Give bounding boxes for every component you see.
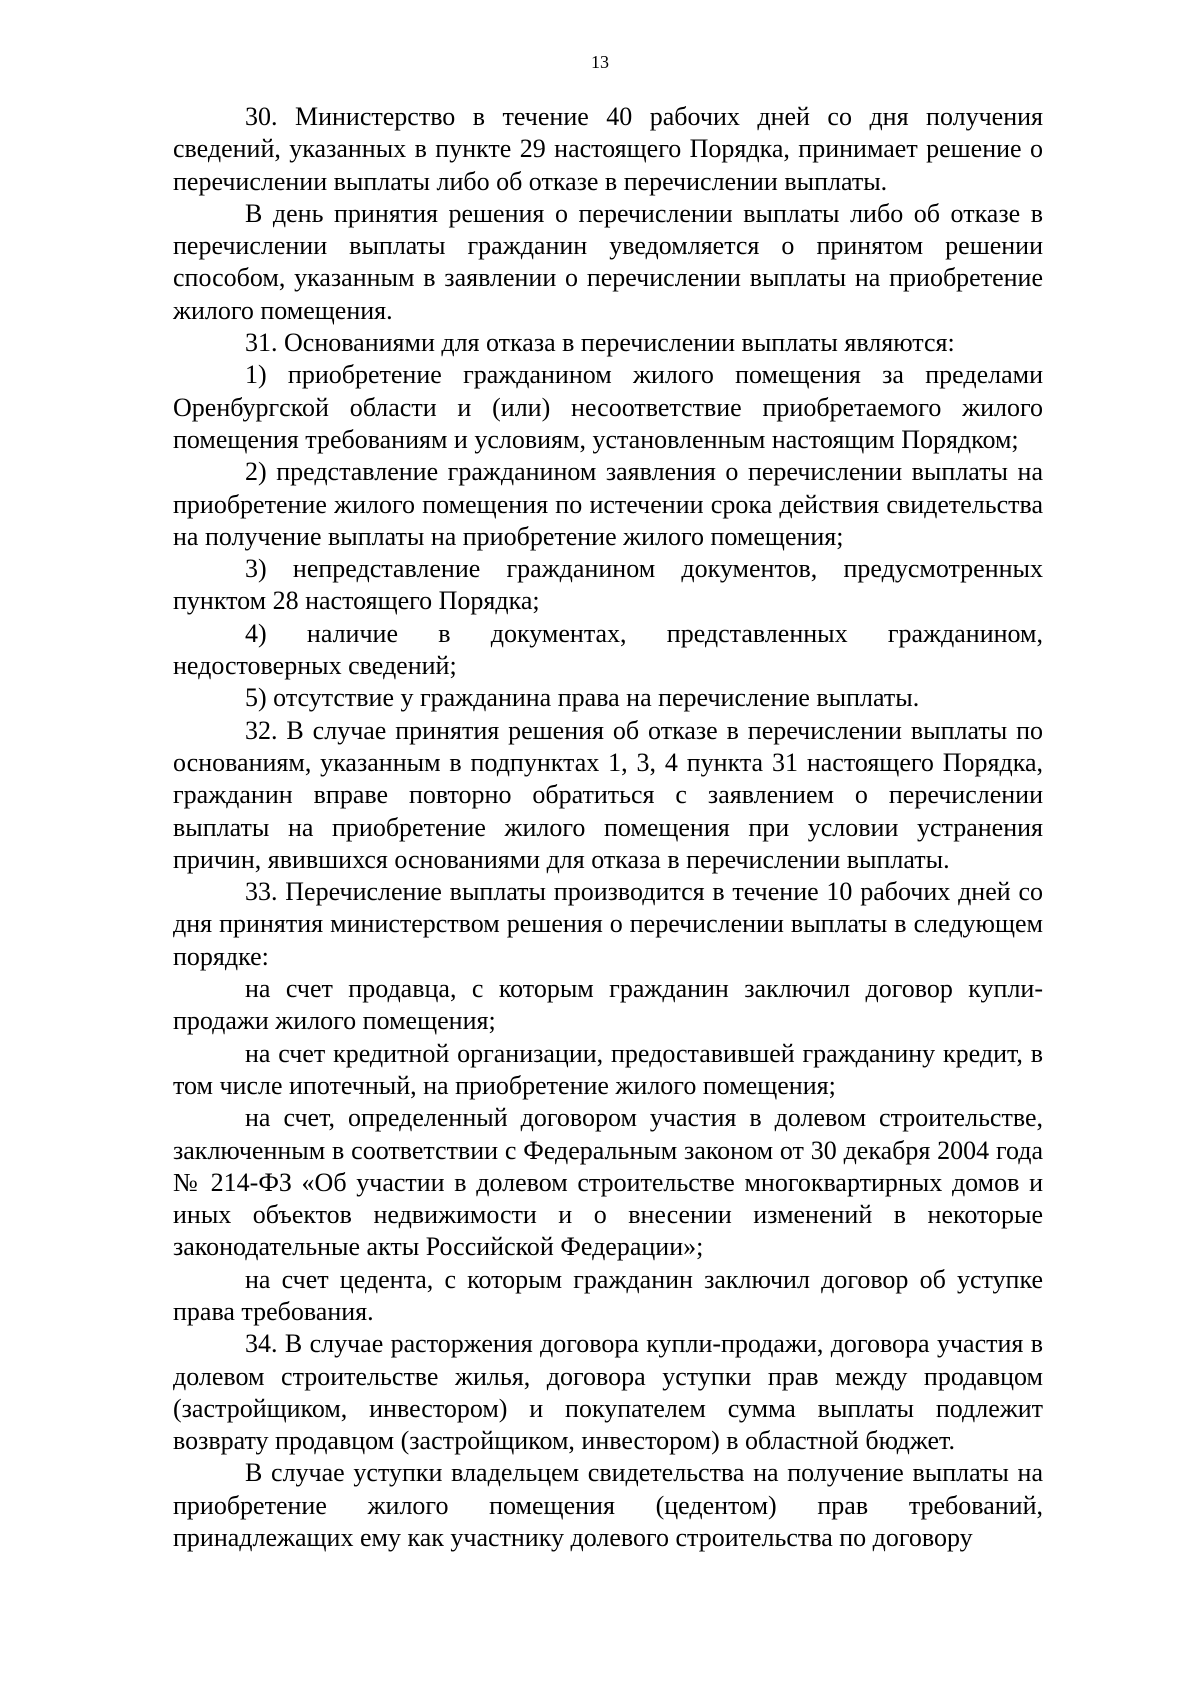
paragraph-33-credit-account: на счет кредитной организации, предоставившей гражданину кредит, в том числе ипотечный, на приобретение жилого помещения; bbox=[173, 1038, 1043, 1100]
paragraph-31-item-3: 3) непредставление гражданином документов, предусмотренных пунктом 28 настоящего Порядка; bbox=[173, 554, 1043, 616]
paragraph-33-cedent-account: на счет цедента, с которым гражданин заключил договор об уступке права требования. bbox=[173, 1264, 1043, 1326]
paragraph-31-item-1: 1) приобретение гражданином жилого помещения за пределами Оренбургской области и (или) несоответствие приобретаемого жилого помещения требованиям и условиям, установленным настоящим Порядком; bbox=[173, 360, 1043, 454]
paragraph-31: 31. Основаниями для отказа в перечислении выплаты являются: bbox=[245, 328, 955, 358]
paragraph-33-shared-construction-account: на счет, определенный договором участия в долевом строительстве, заключенным в соответствии с Федеральным законом от 30 декабря 2004 года № 214-ФЗ «Об участии в долевом строительстве многоквартирных домов и иных объектов недвижимости и о внесении изменений в некоторые законодательные акты Российской Федерации»; bbox=[173, 1103, 1043, 1262]
paragraph-34-assignment: В случае уступки владельцем свидетельства на получение выплаты на приобретение жилого помещения (цедентом) прав требований, принадлежащих ему как участнику долевого строительства по договору bbox=[173, 1458, 1043, 1553]
paragraph-32: 32. В случае принятия решения об отказе в перечислении выплаты по основаниям, указанным в подпунктах 1, 3, 4 пункта 31 настоящего Порядка, гражданин вправе повторно обратиться с заявлением о перечислении выплаты на приобретение жилого помещения при условии устранения причин, явившихся основаниями для отказа в перечислении выплаты. bbox=[173, 715, 1043, 874]
paragraph-31-item-4: 4) наличие в документах, представленных гражданином, недостоверных сведений; bbox=[173, 618, 1043, 681]
paragraph-33-seller-account: на счет продавца, с которым гражданин заключил договор купли-продажи жилого помещения; bbox=[173, 974, 1043, 1036]
document-body bbox=[173, 101, 1043, 1554]
paragraph-34: 34. В случае расторжения договора купли-продажи, договора участия в долевом строительстве жилья, договора уступки прав между продавцом (застройщиком, инвестором) и покупателем сумма выплаты подлежит возврату продавцом (застройщиком, инвестором) в областной бюджет. bbox=[173, 1329, 1043, 1456]
paragraph-33: 33. Перечисление выплаты производится в течение 10 рабочих дней со дня принятия министерством решения о перечислении выплаты в следующем порядке: bbox=[173, 877, 1043, 971]
paragraph-30-notification: В день принятия решения о перечислении выплаты либо об отказе в перечислении выплаты гражданин уведомляется о принятом решении способом, указанным в заявлении о перечислении выплаты на приобретение жилого помещения. bbox=[173, 198, 1043, 325]
paragraph-30: 30. Министерство в течение 40 рабочих дней со дня получения сведений, указанных в пункте 29 настоящего Порядка, принимает решение о перечислении выплаты либо об отказе в перечислении выплаты. bbox=[173, 102, 1043, 196]
paragraph-31-item-2: 2) представление гражданином заявления о перечислении выплаты на приобретение жилого помещения по истечении срока действия свидетельства на получение выплаты на приобретение жилого помещения; bbox=[173, 457, 1043, 551]
page-number: 13 bbox=[591, 52, 609, 72]
paragraph-31-item-5: 5) отсутствие у гражданина права на перечисление выплаты. bbox=[245, 683, 920, 713]
